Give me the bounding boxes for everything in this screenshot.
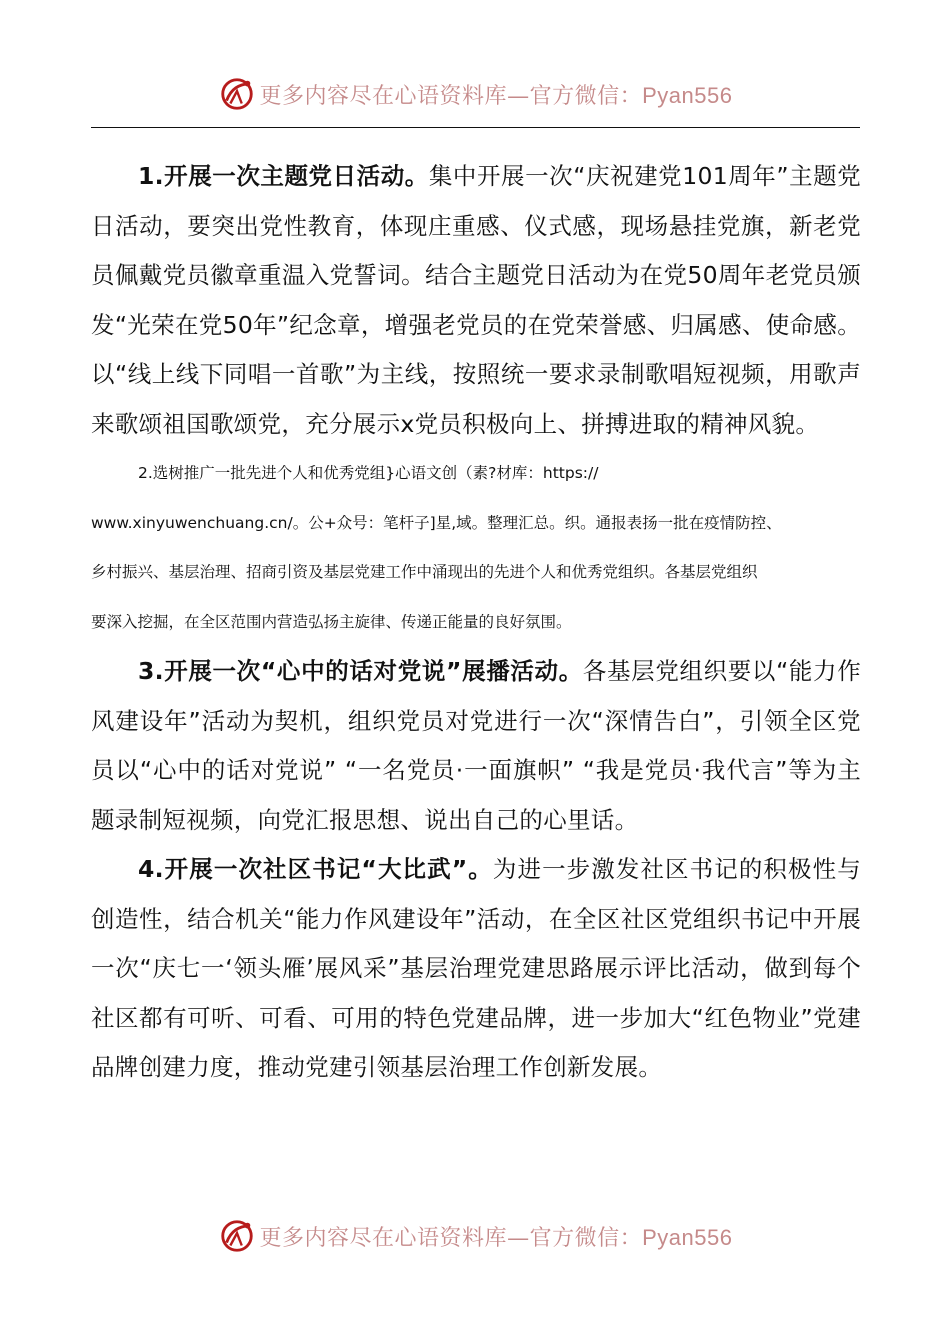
- paragraph-2: [91, 449, 861, 647]
- page-header: [0, 70, 950, 118]
- paragraph-2-line: 乡村振兴、基层治理、招商引资及基层党建工作中涌现出的先进个人和优秀党组织。各基层党组织: [91, 563, 758, 581]
- document-body: [91, 152, 861, 1093]
- page-footer: [0, 1212, 950, 1260]
- paragraph-1-body: 集中开展一次“庆祝建党101周年”主题党日活动，要突出党性教育，体现庄重感、仪式感，现场悬挂党旗，新老党员佩戴党员徽章重温入党誓词。结合主题党日活动为在党50周年老党员颁发“光荣在党50年”纪念章，增强老党员的在党荣誉感、归属感、使命感。以“线上线下同唱一首歌”为主线，按照统一要求录制歌唱短视频，用歌声来歌颂祖国歌颂党，充分展示x党员积极向上、拼搏进取的精神风貌。: [91, 162, 861, 438]
- brand-logo-icon: [218, 75, 256, 113]
- paragraph-3-title: 3.开展一次“心中的话对党说”展播活动。: [138, 657, 583, 685]
- footer-wechat-id: Pyan556: [642, 1224, 733, 1250]
- paragraph-4: [91, 845, 861, 1093]
- paragraph-3: [91, 647, 861, 845]
- paragraph-2-line: www.xinyuwenchuang.cn/。公+众号：笔杆子]星,域。整理汇总。织。通报表扬一批在疫情防控、: [91, 513, 782, 532]
- paragraph-1-title: 1.开展一次主题党日活动。: [138, 162, 429, 190]
- brand-logo-icon: [218, 1217, 256, 1255]
- paragraph-1: [91, 152, 861, 449]
- paragraph-2-line: 要深入挖掘，在全区范围内营造弘扬主旋律、传递正能量的良好氛围。: [91, 612, 572, 631]
- paragraph-4-title: 4.开展一次社区书记“大比武”。: [138, 855, 493, 883]
- paragraph-2-line: 2.选树推广一批先进个人和优秀党组}心语文创（素?材库：https://: [138, 464, 599, 482]
- footer-brand-text: 更多内容尽在心语资料库—官方微信：Pyan556: [259, 1224, 733, 1251]
- paragraph-4-body: 为进一步激发社区书记的积极性与创造性，结合机关“能力作风建设年”活动，在全区社区党组织书记中开展一次“庆七一‘领头雁’展风采”基层治理党建思路展示评比活动，做到每个社区都有可听、可看、可用的特色党建品牌，进一步加大“红色物业”党建品牌创建力度，推动党建引领基层治理工作创新发展。: [91, 855, 862, 1081]
- paragraph-3-body: 各基层党组织要以“能力作风建设年”活动为契机，组织党员对党进行一次“深情告白”，引领全区党员以“心中的话对党说” “一名党员·一面旗帜” “我是党员·我代言”等为主题录制短视频，向党汇报思想、说出自己的心里话。: [91, 657, 862, 834]
- header-wechat-id: Pyan556: [642, 82, 733, 108]
- header-brand-text: 更多内容尽在心语资料库—官方微信：Pyan556: [259, 82, 733, 109]
- header-divider: [91, 127, 860, 128]
